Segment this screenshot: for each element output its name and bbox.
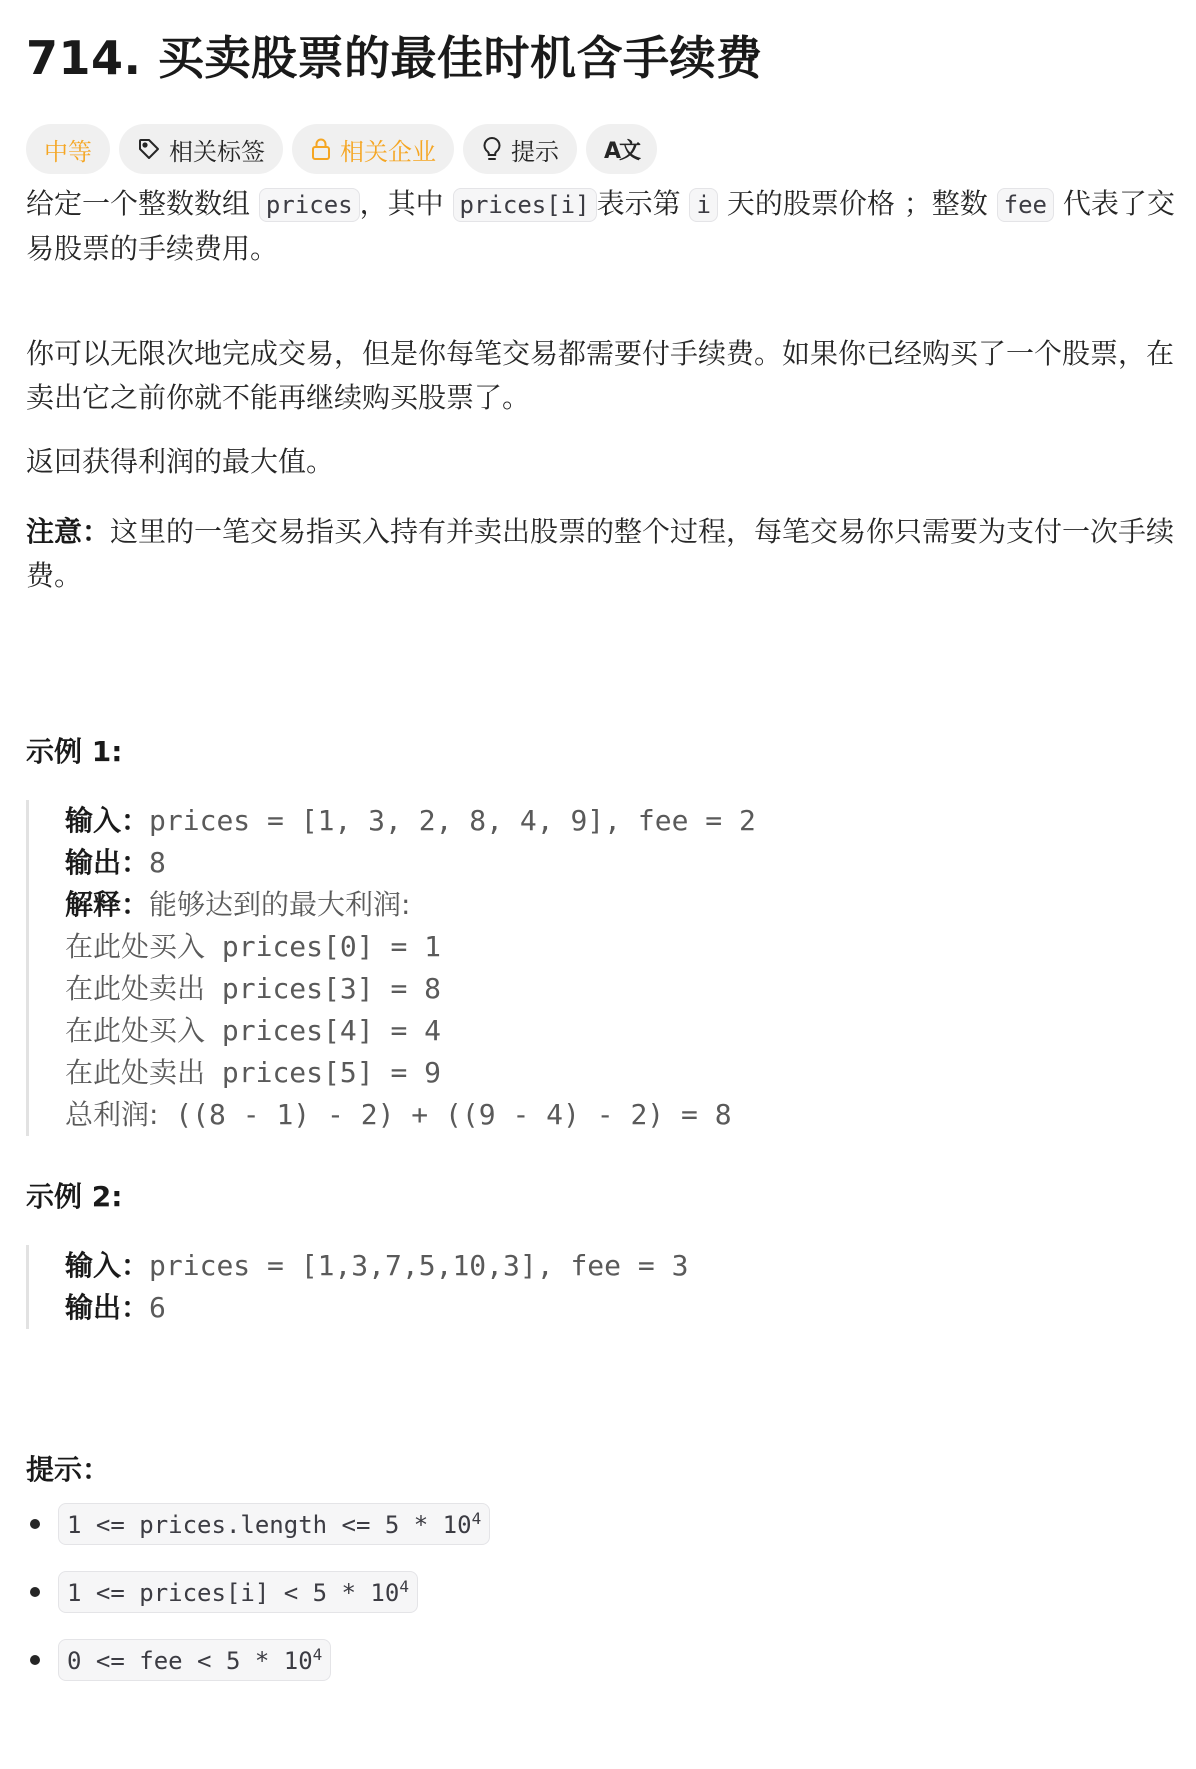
note-text: 这里的一笔交易指买入持有并卖出股票的整个过程，每笔交易你只需要为支付一次手续费。: [26, 515, 1175, 592]
desc-text: 给定一个整数数组: [26, 187, 259, 220]
constraint-exponent: 4: [399, 1577, 409, 1596]
inline-code-fee: fee: [997, 188, 1054, 222]
output-label: 输出：: [65, 846, 150, 879]
example-2-block: [26, 1245, 1026, 1329]
description-paragraph-3: 返回获得利润的最大值。: [26, 445, 335, 478]
note-label: 注意：: [26, 515, 111, 548]
note-paragraph: [26, 510, 1186, 598]
tag-icon: [137, 137, 161, 161]
difficulty-badge[interactable]: [26, 124, 110, 174]
explanation-step: [65, 968, 1026, 1010]
explanation-label: 解释：: [65, 888, 150, 921]
step-text: 在此处卖出: [65, 1056, 206, 1089]
constraints-list: [26, 1490, 490, 1694]
example-1-output: [65, 842, 1026, 884]
step-text: 在此处买入: [65, 930, 206, 963]
constraint-item: [26, 1626, 490, 1694]
related-companies-button[interactable]: [292, 124, 454, 174]
input-value: prices = [1,3,7,5,10,3], fee = 3: [149, 1249, 689, 1282]
output-value: 6: [149, 1291, 166, 1324]
input-value: prices = [1, 3, 2, 8, 4, 9], fee = 2: [149, 804, 756, 837]
constraint-code: [58, 1639, 331, 1681]
lock-icon: [310, 137, 332, 161]
example-1-input: [65, 800, 1026, 842]
example-2-output: [65, 1287, 1026, 1329]
difficulty-label: 中等: [44, 137, 92, 166]
constraint-exponent: 4: [312, 1645, 323, 1664]
inline-code-prices: prices: [259, 188, 360, 222]
related-tags-label: 相关标签: [169, 137, 265, 166]
desc-text: 表示第: [596, 187, 690, 220]
desc-text: 代表了交易股票的手续费用。: [26, 187, 1175, 265]
input-label: 输入：: [65, 1249, 150, 1282]
translate-icon: A文: [604, 138, 640, 164]
step-code: prices[5] = 9: [205, 1056, 442, 1089]
step-code: prices[4] = 4: [205, 1014, 442, 1047]
constraint-text: 1 <= prices[i] < 5 * 10: [67, 1579, 400, 1607]
constraint-code: [58, 1571, 418, 1613]
related-companies-label: 相关企业: [340, 137, 436, 166]
constraint-text: 1 <= prices.length <= 5 * 10: [67, 1511, 472, 1539]
translate-button[interactable]: [586, 124, 657, 174]
example-1-title: 示例 1:: [26, 735, 123, 768]
explanation-total: [65, 1094, 1026, 1136]
step-text: 在此处卖出: [65, 972, 206, 1005]
output-label: 输出：: [65, 1291, 150, 1324]
hints-label: 提示: [511, 137, 559, 166]
step-code: prices[3] = 8: [205, 972, 442, 1005]
explanation-step: [65, 1052, 1026, 1094]
desc-text: 天的股票价格 ；整数: [717, 187, 997, 220]
step-text: 总利润:: [65, 1098, 159, 1131]
tag-bar: [26, 124, 657, 174]
step-code: ((8 - 1) - 2) + ((9 - 4) - 2) = 8: [158, 1098, 732, 1131]
step-code: prices[0] = 1: [205, 930, 442, 963]
example-1-explanation: [65, 884, 1026, 926]
problem-title: 714. 买卖股票的最佳时机含手续费: [26, 31, 763, 85]
constraint-item: [26, 1558, 490, 1626]
hints-button[interactable]: [463, 124, 577, 174]
explanation-value: 能够达到的最大利润:: [149, 888, 411, 921]
related-tags-button[interactable]: [119, 124, 283, 174]
example-2-title: 示例 2:: [26, 1180, 123, 1213]
step-text: 在此处买入: [65, 1014, 206, 1047]
example-2-input: [65, 1245, 1026, 1287]
example-1-block: [26, 800, 1026, 1136]
description-paragraph-2: 你可以无限次地完成交易，但是你每笔交易都需要付手续费。如果你已经购买了一个股票，在卖出它之前你就不能再继续购买股票了。: [26, 337, 1175, 414]
explanation-step: [65, 926, 1026, 968]
constraint-exponent: 4: [471, 1509, 482, 1528]
constraints-title: 提示：: [26, 1453, 111, 1486]
explanation-step: [65, 1010, 1026, 1052]
inline-code-i: i: [689, 188, 717, 222]
lightbulb-icon: [481, 136, 503, 162]
inline-code-prices-i: prices[i]: [453, 188, 597, 222]
input-label: 输入：: [65, 804, 150, 837]
constraint-item: [26, 1490, 490, 1558]
desc-text: ，其中: [359, 187, 453, 220]
description-paragraph-1: [26, 182, 1186, 271]
constraint-code: [58, 1503, 490, 1545]
output-value: 8: [149, 846, 166, 879]
constraint-text: 0 <= fee < 5 * 10: [67, 1647, 313, 1675]
